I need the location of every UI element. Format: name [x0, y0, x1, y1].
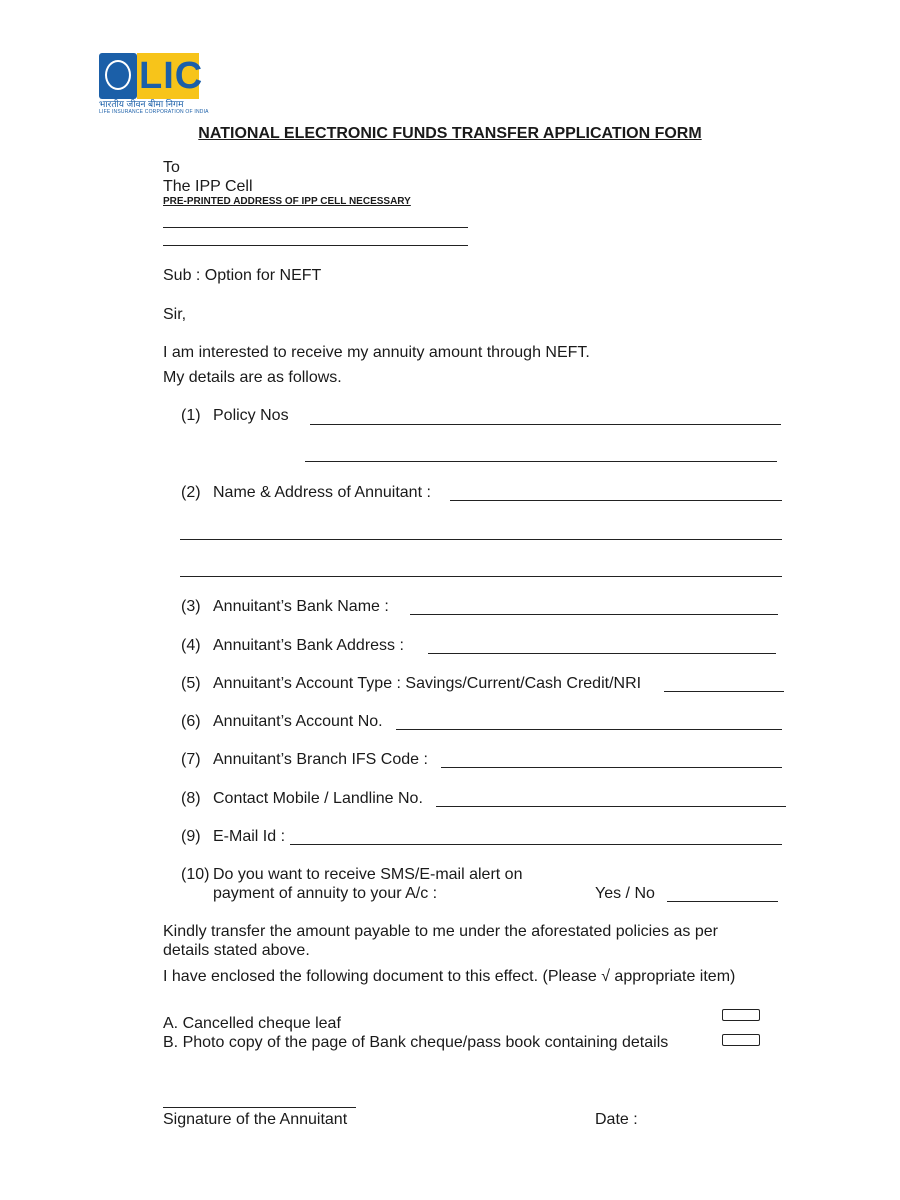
form-title: NATIONAL ELECTRONIC FUNDS TRANSFER APPLICATION FORM [198, 125, 702, 142]
name-address-field[interactable] [450, 500, 782, 501]
item-label-account-type: Annuitant’s Account Type : Savings/Current/Cash Credit/NRI [213, 675, 642, 692]
item-label-email: E-Mail Id : [213, 828, 286, 845]
item-label-policy-nos: Policy Nos [213, 407, 289, 424]
item-number: (2) [181, 484, 201, 501]
email-field[interactable] [290, 844, 782, 845]
item-label-bank-address: Annuitant’s Bank Address : [213, 637, 404, 654]
intro-line-1: I am interested to receive my annuity amount through NEFT. [163, 344, 590, 361]
sms-alert-field[interactable] [667, 901, 778, 902]
ifs-code-field[interactable] [441, 767, 782, 768]
item-number: (4) [181, 637, 201, 654]
item-label-contact: Contact Mobile / Landline No. [213, 790, 423, 807]
item-label-sms-alert: Do you want to receive SMS/E-mail alert on [213, 866, 523, 883]
subject-line: Sub : Option for NEFT [163, 267, 322, 284]
transfer-line-1: Kindly transfer the amount payable to me under the aforestated policies as per [163, 923, 718, 940]
signature-field[interactable] [163, 1107, 356, 1108]
cancelled-cheque-checkbox[interactable] [722, 1009, 760, 1021]
logo-emblem-block [99, 53, 137, 99]
salutation: Sir, [163, 306, 187, 323]
signature-label: Signature of the Annuitant [163, 1111, 348, 1128]
account-no-field[interactable] [396, 729, 782, 730]
item-label-ifs-code: Annuitant’s Branch IFS Code : [213, 751, 428, 768]
passbook-copy-checkbox[interactable] [722, 1034, 760, 1046]
item-label-account-no: Annuitant’s Account No. [213, 713, 383, 730]
account-type-field[interactable] [664, 691, 784, 692]
contact-field[interactable] [436, 806, 786, 807]
item-number: (3) [181, 598, 201, 615]
policy-nos-field[interactable] [310, 424, 781, 425]
transfer-line-2: details stated above. [163, 942, 310, 959]
yes-no-choice: Yes / No [595, 885, 655, 902]
logo-text: LIC [139, 55, 204, 97]
item-label-sms-alert-2: payment of annuity to your A/c : [213, 885, 438, 902]
transfer-line-3: I have enclosed the following document to this effect. (Please √ appropriate item) [163, 968, 736, 985]
item-number: (10) [181, 866, 210, 883]
item-number: (1) [181, 407, 201, 424]
name-address-field-3[interactable] [180, 576, 782, 577]
item-number: (9) [181, 828, 201, 845]
logo-hindi-text: भारतीय जीवन बीमा निगम [99, 99, 184, 109]
date-label: Date : [595, 1111, 638, 1128]
address-recipient: The IPP Cell [163, 178, 253, 195]
item-number: (7) [181, 751, 201, 768]
address-line-2[interactable] [163, 245, 468, 246]
item-label-bank-name: Annuitant’s Bank Name : [213, 598, 389, 615]
address-line-1[interactable] [163, 227, 468, 228]
document-item: A. Cancelled cheque leaf [163, 1015, 341, 1032]
item-number: (5) [181, 675, 201, 692]
item-label-name-address: Name & Address of Annuitant : [213, 484, 431, 501]
intro-line-2: My details are as follows. [163, 369, 342, 386]
policy-nos-field-2[interactable] [305, 461, 777, 462]
address-to: To [163, 159, 180, 176]
lamp-emblem-icon [105, 60, 131, 90]
item-number: (8) [181, 790, 201, 807]
logo-english-text: LIFE INSURANCE CORPORATION OF INDIA [99, 109, 209, 115]
address-note: PRE-PRINTED ADDRESS OF IPP CELL NECESSARY [163, 196, 411, 207]
name-address-field-2[interactable] [180, 539, 782, 540]
bank-address-field[interactable] [428, 653, 776, 654]
item-number: (6) [181, 713, 201, 730]
document-item: B. Photo copy of the page of Bank cheque/pass book containing details [163, 1034, 669, 1051]
lic-logo [99, 53, 209, 115]
bank-name-field[interactable] [410, 614, 778, 615]
